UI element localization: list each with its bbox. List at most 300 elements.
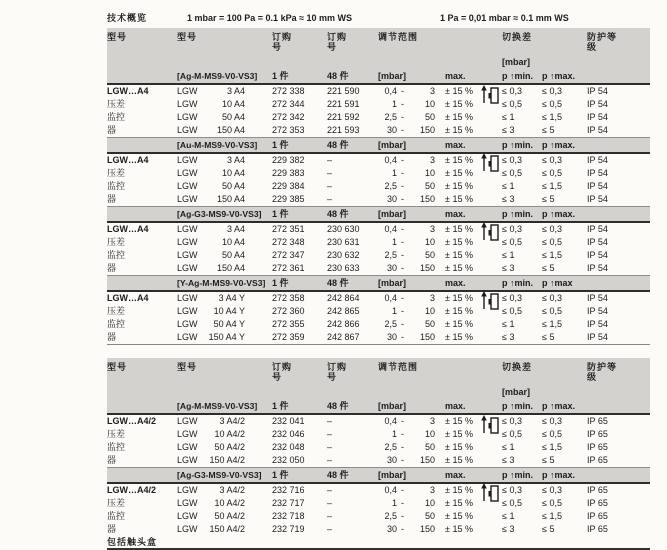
- order-number-bulk: 242 864: [327, 293, 360, 303]
- row-group-label: 器: [107, 194, 117, 204]
- protection-class-cell: IP 54: [587, 263, 608, 273]
- variant-code: [Ag-G3-MS9-V0-VS3]: [177, 470, 262, 480]
- range-max: 150: [419, 194, 435, 204]
- adjustment-range-cell: [378, 292, 442, 305]
- adjustment-range-cell: [378, 415, 442, 428]
- icon-spacer: [484, 318, 502, 331]
- diff-p-min-cell: ≤ 1: [502, 442, 515, 452]
- diff-p-min-cell: ≤ 0,3: [502, 86, 522, 96]
- protection-class-cell: IP 54: [587, 112, 608, 122]
- diff-p-min-cell: ≤ 1: [502, 511, 515, 521]
- range-min: 1: [391, 237, 397, 247]
- range-min: 0,4: [384, 416, 397, 426]
- order-number-single: 229 385: [272, 194, 305, 204]
- variant-code: [Au-M-MS9-V0-VS3]: [177, 140, 258, 150]
- model-series: LGW: [177, 99, 198, 109]
- model-series: LGW: [177, 263, 198, 273]
- order-number-single: 232 046: [272, 429, 305, 439]
- range-dash: -: [401, 224, 404, 234]
- tolerance-cell: ± 15 %: [445, 125, 473, 135]
- order-number-single: 232 719: [272, 524, 305, 534]
- model-cell: [177, 484, 272, 497]
- spec-table: [107, 28, 650, 345]
- tolerance-cell: ± 15 %: [445, 86, 473, 96]
- protection-class-cell: IP 54: [587, 125, 608, 135]
- diff-p-max-cell: ≤ 0,3: [542, 155, 562, 165]
- tolerance-cell: ± 15 %: [445, 511, 473, 521]
- diff-p-min-cell: ≤ 0,5: [502, 306, 522, 316]
- diff-p-max-cell: ≤ 1,5: [542, 112, 562, 122]
- range-min: 0,4: [384, 224, 397, 234]
- model-variant-block: [107, 206, 650, 275]
- column-header-model: 型号: [177, 362, 198, 372]
- order-number-single: 232 718: [272, 511, 305, 521]
- icon-spacer: [484, 249, 502, 262]
- range-dash: -: [401, 125, 404, 135]
- range-max: 3: [429, 155, 435, 165]
- row-group-label: 压差: [107, 306, 126, 316]
- column-header-switching-differential: 切换差: [502, 362, 533, 372]
- range-max: 10: [424, 306, 435, 316]
- model-cell: [177, 305, 272, 318]
- model-series: LGW: [177, 455, 198, 465]
- table-row: [107, 305, 650, 318]
- adjustment-range-cell: [378, 249, 442, 262]
- adjustment-range-cell: [378, 497, 442, 510]
- table-row: [107, 249, 650, 262]
- order-number-single: 272 338: [272, 86, 305, 96]
- model-series: LGW: [177, 429, 198, 439]
- range-max-label: max.: [445, 71, 466, 81]
- p-min-label: p ↑min.: [502, 470, 533, 480]
- diff-p-min-cell: ≤ 0,3: [502, 416, 522, 426]
- model-size: 3 A4/2: [219, 416, 245, 426]
- range-min: 1: [391, 99, 397, 109]
- pack-qty-1: 1 件: [272, 278, 289, 288]
- diff-p-min-cell: ≤ 3: [502, 524, 515, 534]
- p-min-label: p ↑min.: [502, 278, 533, 288]
- range-dash: -: [401, 194, 404, 204]
- model-cell: [177, 180, 272, 193]
- tolerance-cell: ± 15 %: [445, 194, 473, 204]
- diff-unit-label: [mbar]: [502, 387, 531, 397]
- protection-class-cell: IP 54: [587, 293, 608, 303]
- tolerance-cell: ± 15 %: [445, 306, 473, 316]
- range-dash: -: [401, 511, 404, 521]
- p-max-label: p ↑max.: [542, 470, 576, 480]
- range-dash: -: [401, 524, 404, 534]
- diff-p-min-cell: ≤ 0,5: [502, 498, 522, 508]
- protection-class-cell: IP 54: [587, 181, 608, 191]
- row-group-label: 压差: [107, 498, 126, 508]
- row-group-label: 监控: [107, 250, 126, 260]
- diff-p-max-cell: ≤ 5: [542, 194, 555, 204]
- range-max-label: max.: [445, 278, 466, 288]
- model-variant-block: [107, 467, 650, 548]
- range-dash: -: [401, 181, 404, 191]
- p-min-label: p ↑min.: [502, 401, 533, 411]
- order-number-bulk: –: [327, 511, 333, 521]
- protection-class-cell: IP 65: [587, 524, 608, 534]
- range-max: 3: [429, 86, 435, 96]
- diff-unit-row: [107, 386, 650, 399]
- range-max: 50: [424, 250, 435, 260]
- variant-header-row: [107, 399, 650, 415]
- diff-p-min-cell: ≤ 0,5: [502, 429, 522, 439]
- model-cell: [177, 510, 272, 523]
- tolerance-cell: ± 15 %: [445, 250, 473, 260]
- order-number-single: 272 361: [272, 263, 305, 273]
- order-number-bulk: 221 592: [327, 112, 360, 122]
- table-row: [107, 193, 650, 206]
- order-number-single: 232 041: [272, 416, 305, 426]
- diff-unit-label: [mbar]: [502, 57, 531, 67]
- adjustment-range-cell: [378, 262, 442, 275]
- range-max: 3: [429, 416, 435, 426]
- diff-p-max-cell: ≤ 0,5: [542, 429, 562, 439]
- order-number-single: 229 383: [272, 168, 305, 178]
- model-size: 150 A4 Y: [208, 332, 245, 342]
- order-number-single: 272 344: [272, 99, 305, 109]
- pressure-rise-switch-icon: [479, 151, 503, 175]
- protection-class-cell: IP 65: [587, 416, 608, 426]
- model-size: 10 A4 Y: [213, 306, 245, 316]
- table-row: [107, 428, 650, 441]
- range-min: 30: [386, 455, 397, 465]
- order-number-bulk: 230 632: [327, 250, 360, 260]
- pack-qty-48: 48 件: [327, 401, 349, 411]
- pack-qty-1: 1 件: [272, 401, 289, 411]
- model-size: 150 A4: [216, 194, 245, 204]
- range-max-label: max.: [445, 209, 466, 219]
- model-series: LGW: [177, 112, 198, 122]
- row-group-label: 器: [107, 332, 117, 342]
- row-group-label: LGW…A4: [107, 293, 149, 303]
- protection-class-cell: IP 65: [587, 429, 608, 439]
- diff-p-max-cell: ≤ 0,3: [542, 416, 562, 426]
- model-size: 150 A4: [216, 125, 245, 135]
- row-group-label: 监控: [107, 511, 126, 521]
- model-size: 3 A4/2: [219, 485, 245, 495]
- pack-qty-48: 48 件: [327, 71, 349, 81]
- icon-spacer: [484, 331, 502, 344]
- diff-p-min-cell: ≤ 3: [502, 455, 515, 465]
- row-group-label: 压差: [107, 99, 126, 109]
- row-group-label: 器: [107, 524, 117, 534]
- range-max: 3: [429, 293, 435, 303]
- unit-conversion-note-1: 1 mbar = 100 Pa = 0.1 kPa ≈ 10 mm WS: [187, 13, 353, 23]
- diff-p-min-cell: ≤ 0,5: [502, 168, 522, 178]
- column-header-switching-differential: 切换差: [502, 32, 533, 42]
- model-cell: [177, 249, 272, 262]
- model-cell: [177, 236, 272, 249]
- range-dash: -: [401, 416, 404, 426]
- order-number-single: 232 716: [272, 485, 305, 495]
- tolerance-cell: ± 15 %: [445, 442, 473, 452]
- protection-class-cell: IP 54: [587, 168, 608, 178]
- icon-spacer: [484, 262, 502, 275]
- adjustment-range-cell: [378, 111, 442, 124]
- tolerance-cell: ± 15 %: [445, 524, 473, 534]
- model-cell: [177, 454, 272, 467]
- model-series: LGW: [177, 416, 198, 426]
- range-max-label: max.: [445, 470, 466, 480]
- protection-class-cell: IP 54: [587, 306, 608, 316]
- table-row: [107, 180, 650, 193]
- range-dash: -: [401, 112, 404, 122]
- row-group-label: 监控: [107, 181, 126, 191]
- range-min: 1: [391, 168, 397, 178]
- range-dash: -: [401, 429, 404, 439]
- variant-code: [Ag-M-MS9-V0-VS3]: [177, 401, 258, 411]
- table-row: [107, 415, 650, 428]
- model-series: LGW: [177, 319, 198, 329]
- diff-p-max-cell: ≤ 1,5: [542, 319, 562, 329]
- protection-class-cell: IP 54: [587, 319, 608, 329]
- model-cell: [177, 523, 272, 536]
- diff-p-min-cell: ≤ 3: [502, 125, 515, 135]
- range-max: 150: [419, 332, 435, 342]
- tolerance-cell: ± 15 %: [445, 168, 473, 178]
- table-row: [107, 331, 650, 344]
- model-cell: [177, 154, 272, 167]
- range-dash: -: [401, 250, 404, 260]
- model-series: LGW: [177, 250, 198, 260]
- model-cell: [177, 497, 272, 510]
- range-unit-label: [mbar]: [378, 278, 407, 288]
- diff-p-max-cell: ≤ 0,3: [542, 224, 562, 234]
- column-headers-row: [107, 358, 650, 386]
- diff-p-min-cell: ≤ 0,3: [502, 293, 522, 303]
- order-number-single: 272 360: [272, 306, 305, 316]
- diff-p-max-cell: ≤ 0,5: [542, 237, 562, 247]
- diff-p-min-cell: ≤ 0,3: [502, 485, 522, 495]
- column-header-protection-class: 防护等级: [587, 32, 618, 52]
- protection-class-cell: IP 54: [587, 86, 608, 96]
- table-row: [107, 85, 650, 98]
- range-max: 150: [419, 455, 435, 465]
- model-variant-block: [107, 399, 650, 467]
- range-max: 50: [424, 181, 435, 191]
- model-cell: [177, 193, 272, 206]
- variant-code: [Ag-M-MS9-V0-VS3]: [177, 71, 258, 81]
- range-min: 0,4: [384, 293, 397, 303]
- diff-p-min-cell: ≤ 0,5: [502, 237, 522, 247]
- adjustment-range-cell: [378, 85, 442, 98]
- table-row: [107, 124, 650, 137]
- tolerance-cell: ± 15 %: [445, 112, 473, 122]
- order-number-bulk: –: [327, 194, 333, 204]
- range-dash: -: [401, 319, 404, 329]
- table-row: [107, 441, 650, 454]
- variant-rows: [107, 85, 650, 137]
- diff-p-max-cell: ≤ 0,3: [542, 86, 562, 96]
- protection-class-cell: IP 54: [587, 155, 608, 165]
- range-min: 0,4: [384, 86, 397, 96]
- table-row: [107, 292, 650, 305]
- variant-header-row: [107, 275, 650, 292]
- diff-p-max-cell: ≤ 0,3: [542, 485, 562, 495]
- range-unit-label: [mbar]: [378, 140, 407, 150]
- range-dash: -: [401, 455, 404, 465]
- model-cell: [177, 428, 272, 441]
- range-dash: -: [401, 237, 404, 247]
- protection-class-cell: IP 65: [587, 511, 608, 521]
- range-unit-label: [mbar]: [378, 209, 407, 219]
- icon-spacer: [484, 124, 502, 137]
- order-number-bulk: –: [327, 498, 333, 508]
- icon-spacer: [484, 510, 502, 523]
- order-number-bulk: –: [327, 455, 333, 465]
- diff-p-max-cell: ≤ 1,5: [542, 442, 562, 452]
- adjustment-range-cell: [378, 236, 442, 249]
- adjustment-range-cell: [378, 441, 442, 454]
- icon-spacer: [484, 441, 502, 454]
- protection-class-cell: IP 65: [587, 442, 608, 452]
- range-dash: -: [401, 332, 404, 342]
- range-max: 150: [419, 524, 435, 534]
- pressure-rise-switch-icon: [479, 83, 503, 107]
- tolerance-cell: ± 15 %: [445, 332, 473, 342]
- pack-qty-1: 1 件: [272, 140, 289, 150]
- order-number-bulk: 221 590: [327, 86, 360, 96]
- row-group-label: 压差: [107, 168, 126, 178]
- table-row: [107, 223, 650, 236]
- order-number-single: 229 382: [272, 155, 305, 165]
- diff-p-max-cell: ≤ 5: [542, 332, 555, 342]
- diff-p-max-cell: ≤ 5: [542, 455, 555, 465]
- range-max: 150: [419, 263, 435, 273]
- pack-qty-1: 1 件: [272, 209, 289, 219]
- range-min: 2,5: [384, 511, 397, 521]
- order-number-bulk: –: [327, 442, 333, 452]
- column-header-model: 型号: [177, 32, 198, 42]
- order-number-single: 272 342: [272, 112, 305, 122]
- model-size: 50 A4: [221, 181, 245, 191]
- model-size: 150 A4/2: [209, 524, 245, 534]
- row-group-label: 器: [107, 263, 117, 273]
- p-min-label: p ↑min.: [502, 209, 533, 219]
- range-unit-label: [mbar]: [378, 71, 407, 81]
- variant-rows: [107, 223, 650, 275]
- diff-p-min-cell: ≤ 3: [502, 263, 515, 273]
- block-footer-note: 包括触头盒: [107, 537, 158, 547]
- diff-p-min-cell: ≤ 3: [502, 194, 515, 204]
- model-series: LGW: [177, 237, 198, 247]
- column-header-order-no-1: 订购号: [272, 362, 293, 382]
- range-max: 50: [424, 511, 435, 521]
- adjustment-range-cell: [378, 331, 442, 344]
- model-size: 10 A4/2: [214, 498, 245, 508]
- range-dash: -: [401, 485, 404, 495]
- table-row: [107, 497, 650, 510]
- model-size: 50 A4: [221, 112, 245, 122]
- variant-code: [Ag-G3-MS9-V0-VS3]: [177, 209, 262, 219]
- model-series: LGW: [177, 181, 198, 191]
- model-cell: [177, 331, 272, 344]
- adjustment-range-cell: [378, 180, 442, 193]
- diff-p-min-cell: ≤ 3: [502, 332, 515, 342]
- adjustment-range-cell: [378, 305, 442, 318]
- model-series: LGW: [177, 524, 198, 534]
- adjustment-range-cell: [378, 484, 442, 497]
- adjustment-range-cell: [378, 428, 442, 441]
- diff-p-max-cell: ≤ 0,3: [542, 293, 562, 303]
- range-dash: -: [401, 263, 404, 273]
- pack-qty-48: 48 件: [327, 470, 349, 480]
- model-size: 150 A4/2: [209, 455, 245, 465]
- order-number-bulk: –: [327, 416, 333, 426]
- diff-p-min-cell: ≤ 0,3: [502, 155, 522, 165]
- pack-qty-48: 48 件: [327, 278, 349, 288]
- adjustment-range-cell: [378, 193, 442, 206]
- model-size: 3 A4: [226, 224, 245, 234]
- model-size: 10 A4: [221, 168, 245, 178]
- diff-p-min-cell: ≤ 1: [502, 181, 515, 191]
- model-variant-block: [107, 69, 650, 137]
- model-size: 150 A4: [216, 263, 245, 273]
- model-size: 10 A4/2: [214, 429, 245, 439]
- row-group-label: LGW…A4/2: [107, 416, 157, 426]
- range-dash: -: [401, 155, 404, 165]
- p-min-label: p ↑min.: [502, 140, 533, 150]
- order-number-bulk: –: [327, 168, 333, 178]
- diff-p-min-cell: ≤ 1: [502, 250, 515, 260]
- model-series: LGW: [177, 125, 198, 135]
- variant-rows: [107, 415, 650, 467]
- order-number-bulk: –: [327, 181, 333, 191]
- pressure-rise-switch-icon: [479, 481, 503, 505]
- table-row: [107, 154, 650, 167]
- diff-p-max-cell: ≤ 5: [542, 125, 555, 135]
- range-max: 3: [429, 485, 435, 495]
- protection-class-cell: IP 65: [587, 455, 608, 465]
- row-group-label: LGW…A4: [107, 155, 149, 165]
- p-max-label: p ↑max.: [542, 209, 576, 219]
- model-series: LGW: [177, 224, 198, 234]
- order-number-single: 272 348: [272, 237, 305, 247]
- table-row: [107, 510, 650, 523]
- diff-p-max-cell: ≤ 1,5: [542, 181, 562, 191]
- icon-spacer: [484, 193, 502, 206]
- column-header-adjustment-range: 调节范围: [378, 362, 419, 372]
- model-size: 3 A4 Y: [218, 293, 245, 303]
- range-min: 30: [386, 524, 397, 534]
- order-number-bulk: 230 631: [327, 237, 360, 247]
- order-number-bulk: –: [327, 485, 333, 495]
- diff-p-max-cell: ≤ 1,5: [542, 511, 562, 521]
- order-number-bulk: 242 867: [327, 332, 360, 342]
- protection-class-cell: IP 54: [587, 237, 608, 247]
- pressure-rise-switch-icon: [479, 289, 503, 313]
- range-min: 2,5: [384, 112, 397, 122]
- tolerance-cell: ± 15 %: [445, 319, 473, 329]
- table-header-band: [107, 28, 650, 69]
- range-min: 1: [391, 429, 397, 439]
- tolerance-cell: ± 15 %: [445, 181, 473, 191]
- order-number-single: 272 359: [272, 332, 305, 342]
- range-max: 50: [424, 442, 435, 452]
- model-series: LGW: [177, 442, 198, 452]
- pressure-rise-switch-icon: [479, 413, 503, 437]
- table-row: [107, 98, 650, 111]
- variant-rows: [107, 484, 650, 536]
- order-number-bulk: –: [327, 524, 333, 534]
- page-header: [107, 10, 667, 26]
- order-number-bulk: 230 630: [327, 224, 360, 234]
- unit-conversion-note-2: 1 Pa = 0,01 mbar ≈ 0.1 mm WS: [440, 13, 569, 23]
- adjustment-range-cell: [378, 223, 442, 236]
